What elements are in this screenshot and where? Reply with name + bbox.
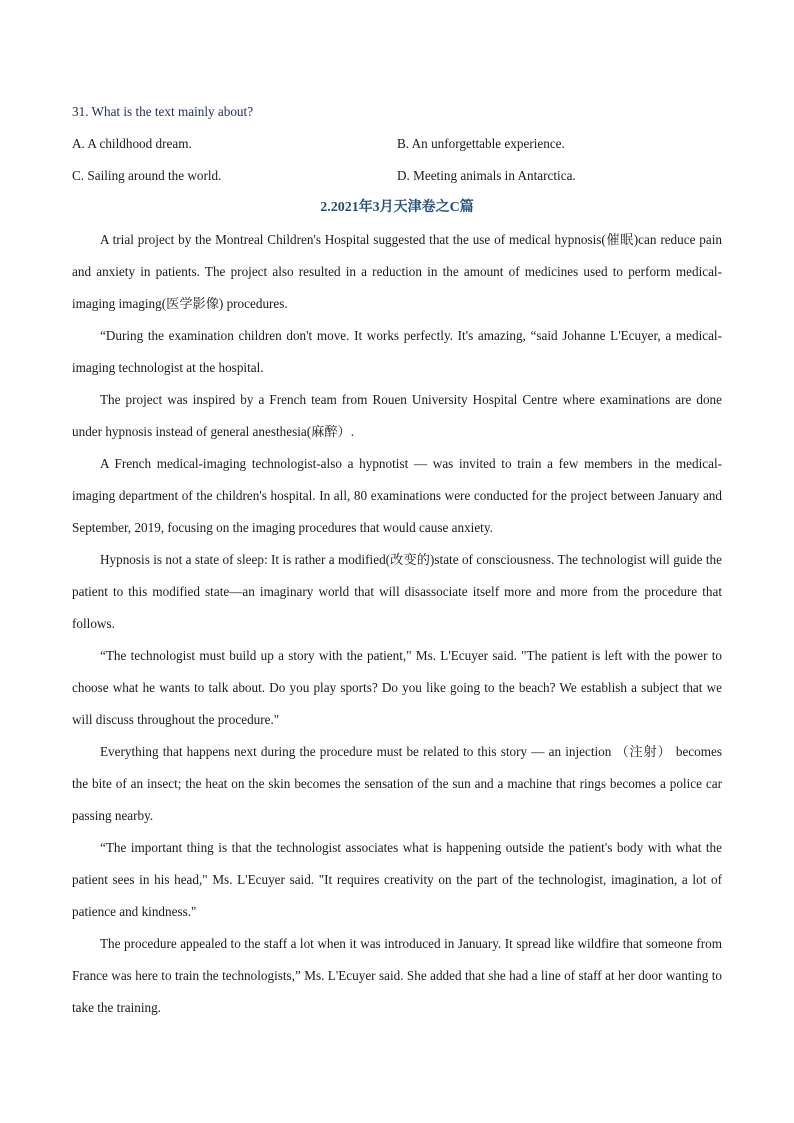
option-d: D. Meeting animals in Antarctica. [397, 168, 576, 183]
answer-options [72, 128, 722, 192]
question-stem: 31. What is the text mainly about? [72, 104, 254, 119]
option-b: B. An unforgettable experience. [397, 136, 565, 151]
paragraph-3: The project was inspired by a French team from Rouen University Hospital Centre where examinations are done under hypnosis instead of general anesthesia(麻醉）. [72, 392, 722, 439]
paragraph-7: Everything that happens next during the procedure must be related to this story — an injection （注射） becomes the bite of an insect; the heat on the skin becomes the sensation of the sun and a machine that rings becomes a police car passing nearby. [72, 744, 722, 823]
paragraph-2: “During the examination children don't move. It works perfectly. It's amazing, “said Johanne L'Ecuyer, a medical-imaging technologist at the hospital. [72, 328, 722, 375]
paragraph-8: “The important thing is that the technologist associates what is happening outside the patient's body with what the patient sees in his head," Ms. L'Ecuyer said. "It requires creativity on the part of the technologist, imagination, a lot of patience and kindness." [72, 840, 722, 919]
passage [72, 224, 722, 1024]
option-a: A. A childhood dream. [72, 136, 192, 151]
section-title: 2.2021年3月天津卷之C篇 [320, 200, 474, 215]
paragraph-9: The procedure appealed to the staff a lot when it was introduced in January. It spread like wildfire that someone from France was here to train the technologists,” Ms. L'Ecuyer said. She added that she had a line of staff at her door wanting to take the training. [72, 936, 722, 1015]
paragraph-6: “The technologist must build up a story with the patient," Ms. L'Ecuyer said. "The patient is left with the power to choose what he wants to talk about. Do you play sports? Do you like going to the beach? We establish a subject that we will discuss throughout the procedure." [72, 648, 722, 727]
paragraph-5: Hypnosis is not a state of sleep: It is rather a modified(改变的)state of consciousness. The technologist will guide the patient to this modified state—an imaginary world that will disassociate itself more and more from the procedure that follows. [72, 552, 722, 631]
paragraph-4: A French medical-imaging technologist-also a hypnotist — was invited to train a few members in the medical-imaging department of the children's hospital. In all, 80 examinations were conducted for the project between January and September, 2019, focusing on the imaging procedures that would cause anxiety. [72, 456, 722, 535]
document-page [72, 96, 722, 1024]
paragraph-1: A trial project by the Montreal Children's Hospital suggested that the use of medical hypnosis(催眠)can reduce pain and anxiety in patients. The project also resulted in a reduction in the amount of medicines used to perform medical-imaging imaging(医学影像) procedures. [72, 232, 722, 311]
option-c: C. Sailing around the world. [72, 168, 222, 183]
